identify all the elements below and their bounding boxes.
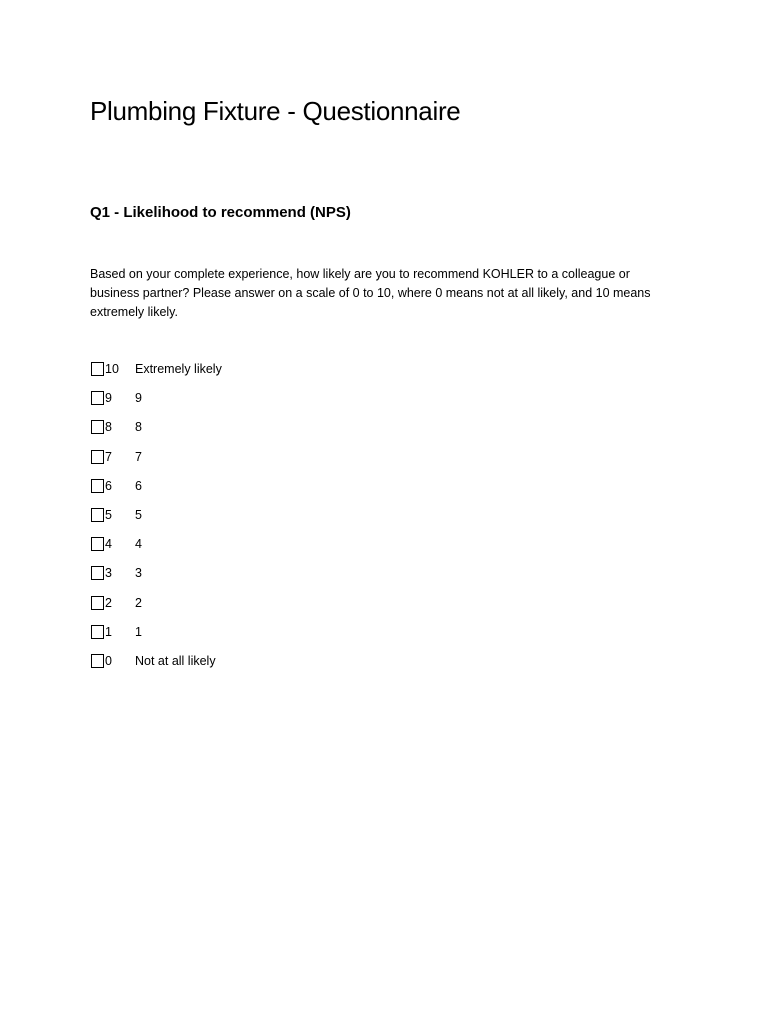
option-label: 5 — [135, 507, 142, 522]
option-code: 6 — [105, 478, 112, 493]
option-5 — [91, 507, 391, 536]
option-label: Extremely likely — [135, 362, 222, 376]
option-code: 0 — [105, 653, 112, 668]
checkbox-option-10[interactable] — [91, 362, 104, 376]
option-label: 3 — [135, 566, 142, 581]
option-code: 4 — [105, 537, 112, 552]
option-label: 9 — [135, 391, 142, 406]
option-10 — [91, 361, 391, 390]
page-title: Plumbing Fixture - Questionnaire — [90, 96, 461, 126]
option-label: Not at all likely — [135, 653, 216, 668]
answer-options-list — [91, 361, 391, 682]
checkbox-option-4[interactable] — [91, 537, 104, 551]
option-7 — [91, 449, 391, 478]
checkbox-option-7[interactable] — [91, 450, 104, 464]
checkbox-option-6[interactable] — [91, 479, 104, 493]
checkbox-option-2[interactable] — [91, 596, 104, 610]
option-code: 1 — [105, 624, 112, 639]
option-label: 8 — [135, 420, 142, 435]
question-text: Based on your complete experience, how likely are you to recommend KOHLER to a colleague or business partner? Please answer on a scale of 0 to 10, where 0 means not at all likely, and 10 means extremely likely. — [90, 267, 651, 319]
option-label: 4 — [135, 537, 142, 552]
option-code: 9 — [105, 391, 112, 406]
option-3 — [91, 565, 391, 594]
option-code: 7 — [105, 449, 112, 464]
checkbox-option-1[interactable] — [91, 625, 104, 639]
option-label: 6 — [135, 478, 142, 493]
option-code: 8 — [105, 420, 112, 435]
option-label: 1 — [135, 624, 142, 639]
option-9 — [91, 390, 391, 419]
option-code: 2 — [105, 595, 112, 610]
checkbox-option-9[interactable] — [91, 391, 104, 405]
checkbox-option-8[interactable] — [91, 420, 104, 434]
option-2 — [91, 595, 391, 624]
option-4 — [91, 536, 391, 565]
option-label: 2 — [135, 595, 142, 610]
option-6 — [91, 478, 391, 507]
question-heading: Q1 - Likelihood to recommend (NPS) — [90, 204, 351, 221]
option-code: 10 — [105, 362, 119, 376]
checkbox-option-0[interactable] — [91, 654, 104, 668]
option-code: 3 — [105, 566, 112, 581]
option-label: 7 — [135, 449, 142, 464]
checkbox-option-5[interactable] — [91, 508, 104, 522]
option-1 — [91, 624, 391, 653]
option-0 — [91, 653, 391, 682]
option-code: 5 — [105, 507, 112, 522]
checkbox-option-3[interactable] — [91, 566, 104, 580]
option-8 — [91, 419, 391, 448]
